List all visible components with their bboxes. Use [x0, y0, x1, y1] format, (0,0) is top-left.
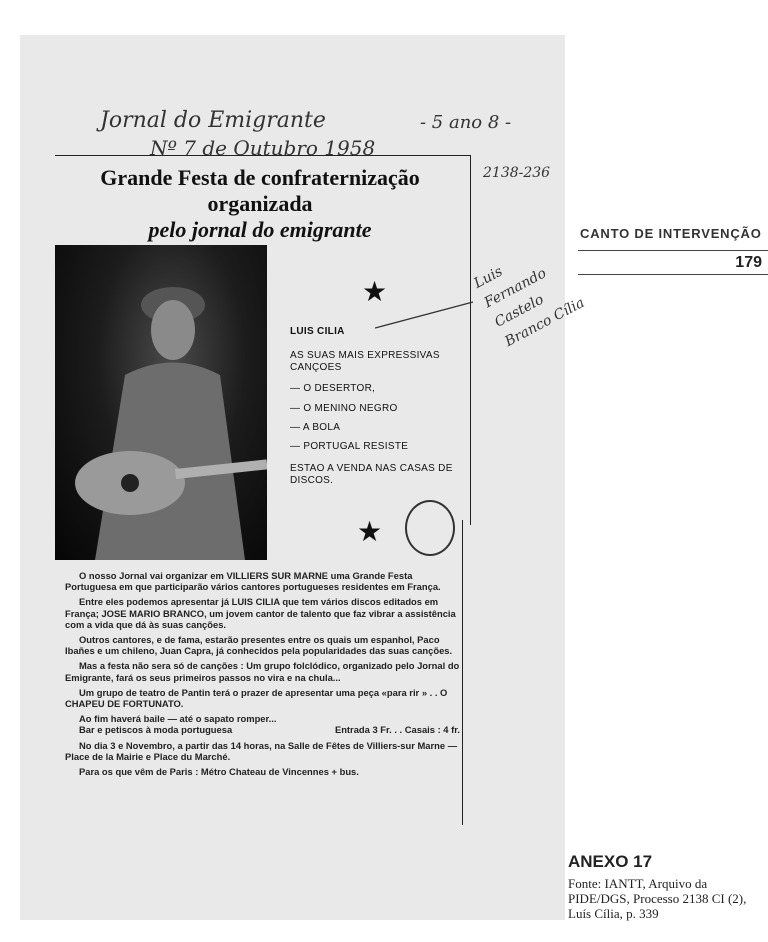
entry-prices: Entrada 3 Fr. . . Casais : 4 fr. — [334, 724, 460, 736]
handwritten-newspaper-name: Jornal do Emigrante — [100, 108, 326, 133]
headline-line-1: Grande Festa de confraternização — [100, 165, 420, 190]
handwritten-reference: 2138-236 — [483, 165, 551, 181]
archive-stamp — [405, 500, 455, 556]
section-title: CANTO DE INTERVENÇÃO — [580, 226, 762, 241]
clipping-border-right — [470, 155, 471, 525]
paragraph-4: Mas a festa não sera só de canções : Um grupo folclódico, organizado pelo Jornal do Emigrante, fará os seus primeiros passos no vira e na chula... — [65, 660, 460, 683]
handwritten-pointer-line — [375, 300, 475, 330]
singer-photo — [55, 245, 267, 560]
clipping-border-top — [55, 155, 470, 156]
song-3: — A BOLA — [290, 422, 341, 433]
section-divider — [578, 250, 768, 251]
star-icon: ★ — [357, 515, 383, 548]
paragraph-7 — [65, 724, 460, 735]
headline-line-2: organizada — [207, 191, 313, 216]
bar-petiscos: Bar e petiscos à moda portuguesa — [79, 724, 233, 736]
paragraph-1: O nosso Jornal vai organizar em VILLIERS SUR MARNE uma Grande Festa Portuguesa em que participarão vários cantores portugueses residentes em França. — [65, 570, 441, 593]
clipping-headline — [60, 165, 460, 243]
clipping-border-right-lower — [462, 520, 463, 825]
paragraph-9: Para os que vêm de Paris : Métro Chateau de Vincennes + bus. — [79, 766, 359, 778]
page-number-divider — [578, 274, 768, 275]
page-number: 179 — [735, 254, 762, 271]
paragraph-8: No dia 3 e Novembro, a partir das 14 horas, na Salle de Fêtes de Villiers-sur Marne — Place de la Mairie e Place du Marché. — [65, 739, 458, 762]
songs-intro: AS SUAS MAIS EXPRESSIVAS CANÇOES — [290, 350, 440, 373]
paragraph-6: Ao fim haverá baile — até o sapato romper... — [79, 713, 277, 725]
handwritten-issue-date: Nº 7 de Outubro 1958 — [150, 136, 376, 160]
handwritten-margin-note: Luis Fernando Castelo Branco Cília — [471, 263, 588, 351]
singer-silhouette — [55, 245, 267, 560]
star-icon: ★ — [362, 275, 388, 308]
annex-title: ANEXO 17 — [568, 852, 653, 871]
headline-line-3: pelo jornal do emigrante — [148, 217, 372, 242]
song-1: — O DESERTOR, — [290, 383, 376, 394]
annex-source: Fonte: IANTT, Arquivo da PIDE/DGS, Processo 2138 CI (2), Luís Cília, p. 339 — [568, 876, 747, 921]
paragraph-5: Um grupo de teatro de Pantin terá o prazer de apresentar uma peça «para rir » . . O CHAPEU DE FORTUNATO. — [65, 686, 448, 710]
paragraph-3: Outros cantores, e de fama, estarão presentes entre os quais um espanhol, Paco Ibañes e um chileno, Juan Capra, já conhecidos pela popularidades das suas canções. — [65, 634, 453, 657]
song-2: — O MENINO NEGRO — [290, 403, 398, 414]
paragraph-2: Entre eles podemos apresentar já LUIS CILIA que tem vários discos editados em França; JOSE MARIO BRANCO, um jovem cantor de talento que faz vibrar a assistência com a vida que dá às suas canções. — [65, 596, 456, 630]
artist-name: LUIS CILIA — [290, 326, 345, 337]
song-4: — PORTUGAL RESISTE — [290, 441, 409, 452]
article-body — [65, 570, 460, 781]
sale-note: ESTAO A VENDA NAS CASAS DE DISCOS. — [290, 463, 453, 486]
handwritten-year: - 5 ano 8 - — [420, 112, 512, 133]
